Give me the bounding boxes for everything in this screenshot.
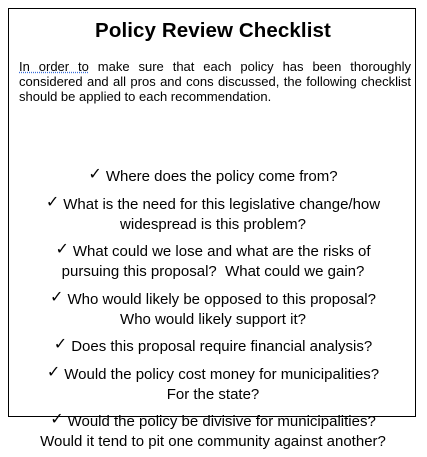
checklist-item-line: pursuing this proposal? What could we gain? [61, 263, 365, 280]
checklist-item-line: Would the policy be divisive for municipalities? [67, 413, 376, 430]
checkmark-icon: ✓ [45, 191, 60, 211]
checklist-item [9, 334, 417, 357]
checklist-item-line: For the state? [166, 385, 260, 403]
checklist-item-line: Would it tend to pit one community against another? [40, 433, 386, 450]
checklist-item [9, 362, 417, 405]
checklist-document [8, 8, 416, 450]
checklist-item [9, 164, 417, 187]
checkmark-icon: ✓ [50, 409, 64, 428]
checklist-item-line: Would the policy cost money for municipalities? [64, 365, 380, 383]
document-title: Policy Review Checklist [95, 19, 331, 42]
checklist-item-line: What could we lose and what are the risks of [72, 243, 371, 260]
checklist [9, 164, 417, 457]
checkmark-icon: ✓ [50, 286, 64, 306]
checkmark-icon: ✓ [46, 361, 61, 381]
checklist-item-line: Who would likely be opposed to this proposal? [67, 290, 376, 308]
checklist-item-line: Who would likely support it? [120, 310, 306, 328]
checklist-item-line: Where does the policy come from? [105, 168, 338, 185]
checkmark-icon: ✓ [55, 239, 69, 258]
checkmark-icon: ✓ [88, 164, 102, 183]
checkmark-icon: ✓ [53, 334, 68, 353]
checklist-item-line: widespread is this problem? [120, 215, 306, 233]
intro-flagged-phrase: In order to [19, 59, 89, 74]
intro-text: make sure that each policy has been thoroughly considered and all pros and cons discussed, the following checklist should be applied to each recommendation. [19, 59, 411, 104]
checklist-item [9, 409, 417, 452]
checklist-item-line: What is the need for this legislative change/how [63, 195, 381, 213]
checklist-item [9, 239, 417, 282]
intro-paragraph [19, 59, 411, 104]
checklist-item-line: Does this proposal require financial analysis? [71, 338, 373, 355]
checklist-item [9, 287, 417, 330]
checklist-item [9, 192, 417, 235]
